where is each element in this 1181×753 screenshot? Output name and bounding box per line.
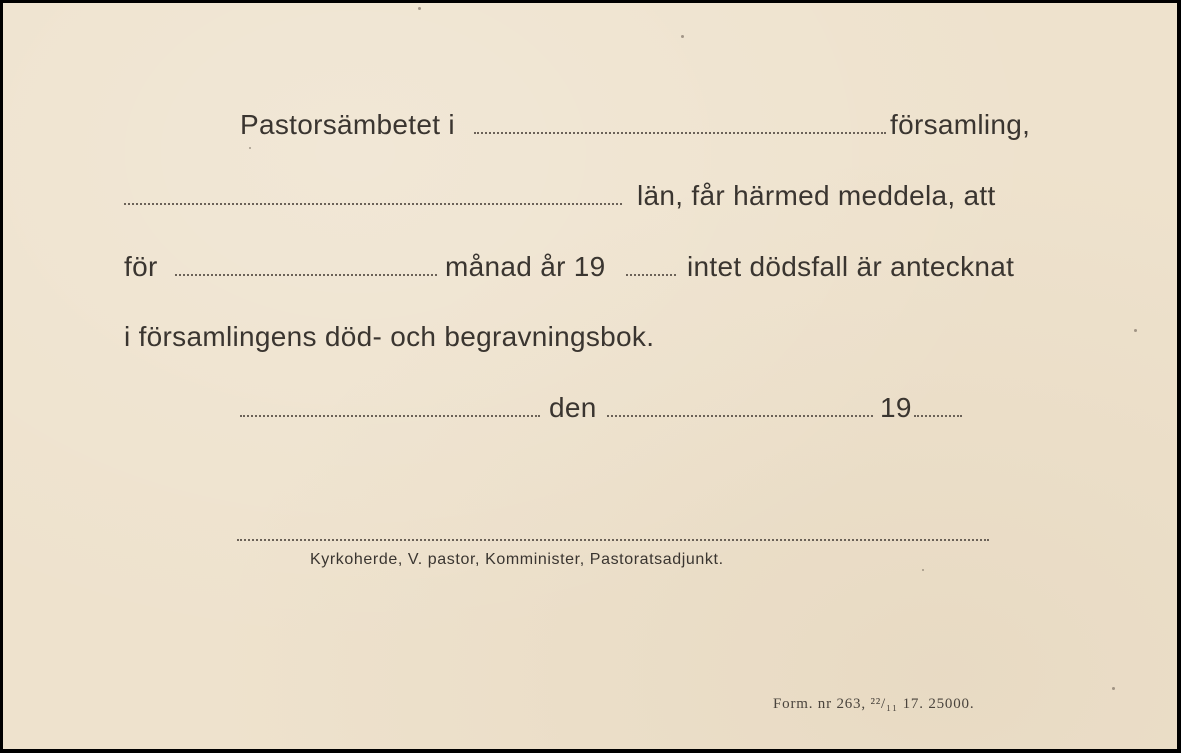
register-statement: i församlingens död- och begravningsbok.	[124, 321, 655, 352]
paper-speck	[681, 35, 684, 38]
form-line-3	[3, 253, 1177, 285]
lan-statement: län, får härmed meddela, att	[637, 180, 996, 211]
paper-speck	[249, 147, 251, 149]
signature-roles-caption: Kyrkoherde, V. pastor, Komminister, Pastoratsadjunkt.	[310, 551, 724, 568]
form-line-1	[3, 111, 1177, 143]
year-suffix-field[interactable]	[626, 274, 676, 276]
signature-field[interactable]	[237, 539, 989, 541]
document-card	[3, 3, 1177, 749]
for-label: för	[124, 251, 158, 282]
forsamling-label: församling,	[890, 109, 1031, 140]
month-field[interactable]	[175, 274, 437, 276]
year-prefix-label: 19	[880, 392, 912, 423]
parish-name-field[interactable]	[474, 132, 886, 134]
paper-speck	[1112, 687, 1115, 690]
form-line-2	[3, 182, 1177, 214]
form-number: Form. nr 263, ²²/₁₁ 17. 25000.	[773, 696, 975, 712]
no-deaths-statement: intet dödsfall är antecknat	[687, 251, 1015, 282]
manad-ar-label: månad år 19	[445, 251, 606, 282]
paper-speck	[1134, 329, 1137, 332]
form-line-5	[3, 394, 1177, 426]
form-line-4	[3, 323, 1177, 355]
county-name-field[interactable]	[124, 203, 622, 205]
pastorsambetet-label: Pastorsämbetet i	[240, 109, 455, 140]
date-year-suffix-field[interactable]	[914, 415, 962, 417]
paper-speck	[418, 7, 421, 10]
place-field[interactable]	[240, 415, 540, 417]
den-label: den	[549, 392, 597, 423]
date-field[interactable]	[607, 415, 873, 417]
paper-speck	[922, 569, 924, 571]
